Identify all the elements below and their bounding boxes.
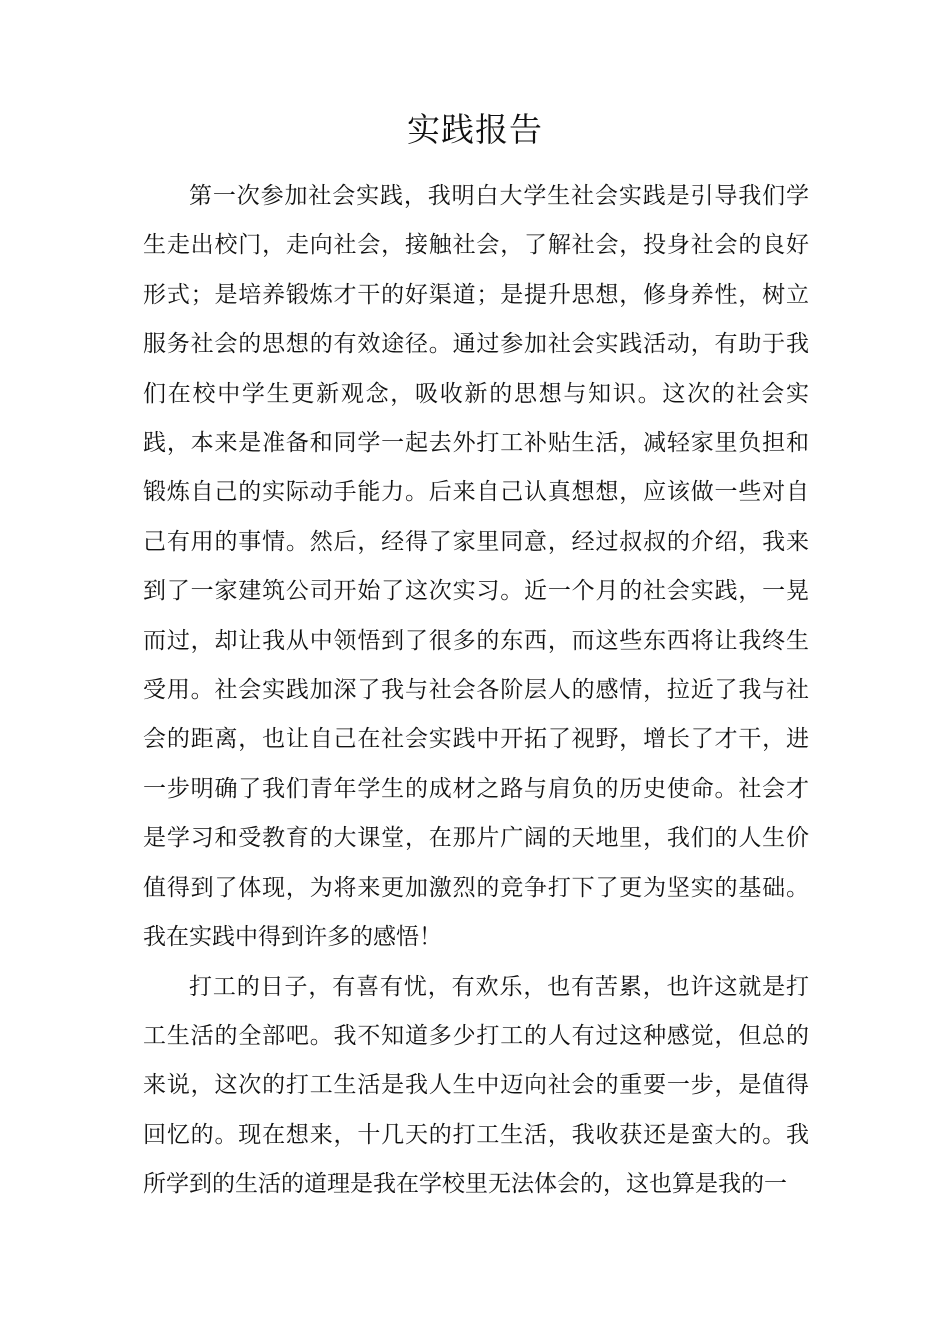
- document-body: [143, 172, 809, 1210]
- paragraph: 第一次参加社会实践，我明白大学生社会实践是引导我们学生走出校门，走向社会，接触社会，了解社会，投身社会的良好形式；是培养锻炼才干的好渠道；是提升思想，修身养性，树立服务社会的思想的有效途径。通过参加社会实践活动，有助于我们在校中学生更新观念，吸收新的思想与知识。这次的社会实践，本来是准备和同学一起去外打工补贴生活，减轻家里负担和锻炼自己的实际动手能力。后来自己认真想想，应该做一些对自己有用的事情。然后，经得了家里同意，经过叔叔的介绍，我来到了一家建筑公司开始了这次实习。近一个月的社会实践，一晃而过，却让我从中领悟到了很多的东西，而这些东西将让我终生受用。社会实践加深了我与社会各阶层人的感情，拉近了我与社会的距离，也让自己在社会实践中开拓了视野，增长了才干，进一步明确了我们青年学生的成材之路与肩负的历史使命。社会才是学习和受教育的大课堂，在那片广阔的天地里，我们的人生价值得到了体现，为将来更加激烈的竞争打下了更为坚实的基础。我在实践中得到许多的感悟！: [143, 183, 809, 951]
- document-title: 实践报告: [407, 110, 543, 149]
- paragraph: 打工的日子，有喜有忧，有欢乐，也有苦累，也许这就是打工生活的全部吧。我不知道多少打工的人有过这种感觉，但总的来说，这次的打工生活是我人生中迈向社会的重要一步，是值得回忆的。现在想来，十几天的打工生活，我收获还是蛮大的。我所学到的生活的道理是我在学校里无法体会的，这也算是我的一: [143, 973, 809, 1198]
